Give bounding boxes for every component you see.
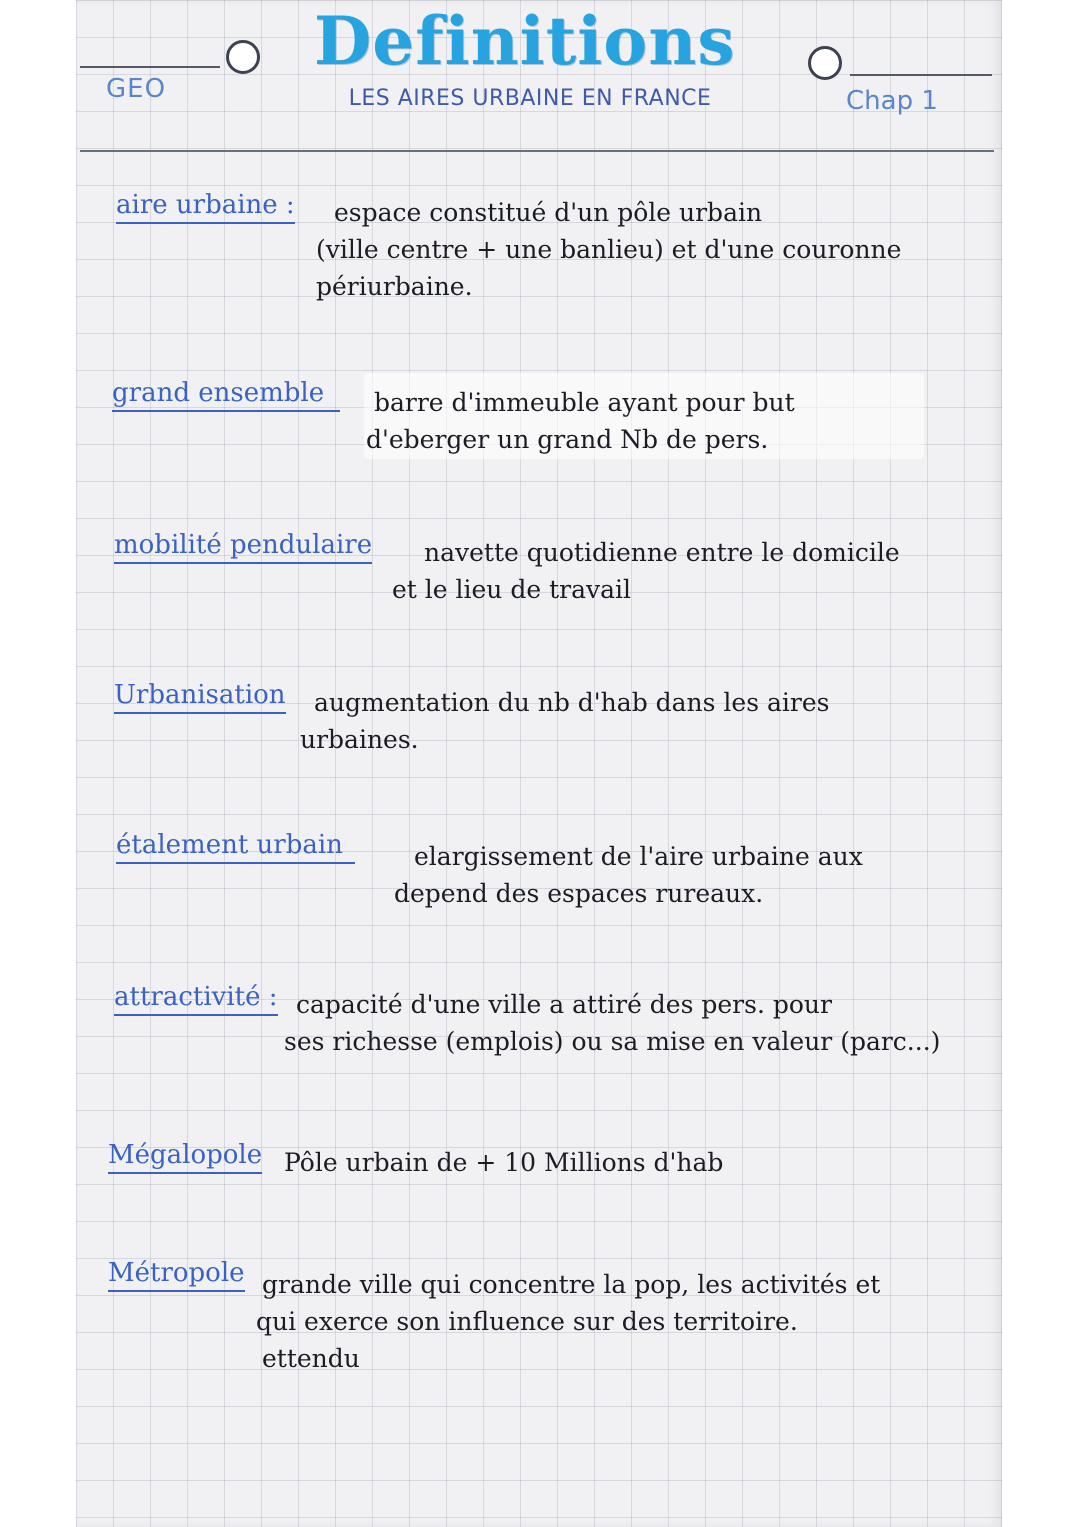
term-urbanisation: Urbanisation — [114, 680, 286, 714]
header-line-right — [850, 74, 992, 76]
definition-line: barre d'immeuble ayant pour but — [374, 388, 795, 417]
definition-line: ettendu — [262, 1344, 360, 1373]
definition-aire-urbaine — [316, 194, 901, 305]
term-mobilite-pendulaire: mobilité pendulaire — [114, 530, 372, 564]
term-grand-ensemble: grand ensemble — [112, 378, 340, 412]
chapter-label: Chap 1 — [846, 86, 938, 116]
header-divider — [80, 150, 994, 152]
definition-line: qui exerce son influence sur des territoire. — [256, 1307, 798, 1336]
definition-line: grande ville qui concentre la pop, les activités et — [262, 1270, 881, 1299]
definition-line: espace constitué d'un pôle urbain — [334, 198, 763, 227]
definition-megalopole — [284, 1144, 723, 1181]
header-line-left — [80, 66, 220, 68]
definition-etalement-urbain — [394, 838, 863, 912]
definition-mobilite-pendulaire — [392, 534, 900, 608]
binder-ring-left — [226, 40, 260, 74]
definition-attractivite — [284, 986, 941, 1060]
subject-label: GEO — [106, 74, 167, 104]
definition-line: ses richesse (emplois) ou sa mise en valeur (parc...) — [284, 1027, 941, 1056]
definition-line: urbaines. — [300, 725, 419, 754]
definition-line: capacité d'une ville a attiré des pers. pour — [296, 990, 832, 1019]
definition-line: Pôle urbain de + 10 Millions d'hab — [284, 1148, 724, 1177]
term-etalement-urbain: étalement urbain — [116, 830, 355, 864]
definition-grand-ensemble — [366, 384, 795, 458]
definition-line: depend des espaces rureaux. — [394, 879, 764, 908]
page-subtitle: LES AIRES URBAINE EN FRANCE — [348, 86, 712, 111]
binder-ring-right — [808, 46, 842, 80]
definition-metropole — [256, 1266, 881, 1377]
definition-line: elargissement de l'aire urbaine aux — [414, 842, 863, 871]
page-title: Definitions — [314, 2, 736, 80]
definition-line: et le lieu de travail — [392, 575, 632, 604]
definition-line: navette quotidienne entre le domicile — [424, 538, 900, 567]
definition-line: (ville centre + une banlieu) et d'une couronne — [316, 235, 902, 264]
term-attractivite: attractivité : — [114, 982, 278, 1016]
definition-line: d'eberger un grand Nb de pers. — [366, 425, 769, 454]
definition-line: augmentation du nb d'hab dans les aires — [314, 688, 830, 717]
term-metropole: Métropole — [108, 1258, 245, 1292]
term-megalopole: Mégalopole — [108, 1140, 262, 1174]
term-aire-urbaine: aire urbaine : — [116, 190, 295, 224]
definition-urbanisation — [300, 684, 830, 758]
definition-line: périurbaine. — [316, 272, 473, 301]
